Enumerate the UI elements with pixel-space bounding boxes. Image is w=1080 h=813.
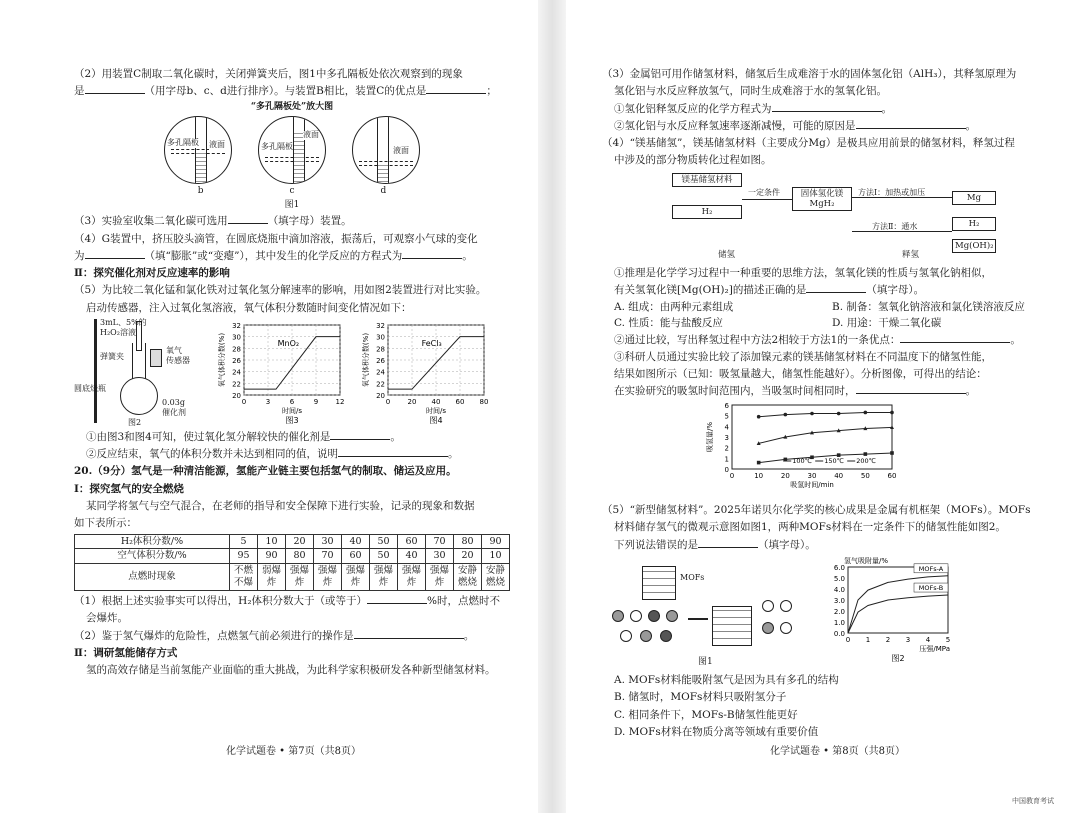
flask-neck — [132, 343, 146, 379]
answer-blank[interactable] — [85, 248, 145, 259]
absorption-chart-svg — [702, 401, 902, 497]
y-tick-label: 2.0 — [833, 607, 845, 616]
r-q4-sub-3c: 在实验研究的吸氢时间范围内，当吸氢时间相同时， 。 — [614, 385, 976, 398]
r-q4-sub-3a: ③科研人员通过实验比较了添加镍元素的镁基储氢材料在不同温度下的储氢性能， — [614, 350, 992, 363]
mgh2-box: 固体氢化镁 MgH₂ — [792, 187, 852, 211]
table-cell: 70 — [426, 534, 454, 549]
legend-label: 100℃ — [792, 456, 812, 465]
data-point — [810, 411, 814, 415]
y-tick-label: 26 — [232, 356, 241, 365]
x-tick-label: 40 — [834, 471, 844, 480]
fig2-caption: 图2 — [128, 417, 142, 427]
table-cell: 90 — [482, 534, 510, 549]
store-label: 储氢 — [718, 249, 736, 260]
x-tick-label: 9 — [313, 397, 319, 406]
mofs-figure-2 — [822, 555, 972, 670]
y-tick-label: 22 — [232, 380, 241, 389]
answer-blank[interactable] — [228, 213, 268, 224]
x-tick-label: 12 — [335, 397, 345, 406]
x-tick-label: 80 — [479, 397, 489, 406]
answer-blank[interactable] — [856, 383, 966, 394]
table-row-header: 点燃时现象 — [75, 564, 230, 591]
table-cell: 10 — [482, 549, 510, 564]
x-tick-label: 60 — [455, 397, 465, 406]
x-tick-label: 0 — [845, 635, 851, 644]
q5-text-1: （5）为比较二氧化锰和氯化铁对过氧化氢分解速率的影响，用如图2装置进行对比实验。 — [74, 284, 487, 297]
y-tick-label: 0.0 — [833, 629, 845, 638]
mofs-figures — [602, 555, 1042, 670]
table-cell: 80 — [286, 549, 314, 564]
y-tick-label: 1 — [724, 455, 729, 464]
porous-plate-label: 多孔隔板 — [167, 138, 199, 148]
table-cell: 10 — [258, 534, 286, 549]
table-cell: 80 — [454, 534, 482, 549]
y-axis-label: 吸氢量/% — [706, 421, 714, 452]
release-label: 释氢 — [902, 249, 920, 260]
r-q3-sub-1: ①氢化铝释氢反应的化学方程式为 。 — [614, 102, 892, 115]
y-tick-label: 24 — [232, 368, 241, 377]
answer-blank[interactable] — [856, 118, 966, 129]
x-tick-label: 1 — [865, 635, 871, 644]
q2-text-2: 是 （用字母b、c、d进行排序）。与装置B相比，装置C的优点是 ； — [74, 85, 497, 98]
iron-stand — [94, 319, 97, 423]
r-q4-sub-1a: ①推理是化学学习过程中一种重要的思维方法，氢氧化镁的性质与氢氧化钠相似， — [614, 266, 992, 279]
x-tick-label: 60 — [887, 471, 897, 480]
section-2-heading: Ⅱ：探究催化剂对反应速率的影响 — [74, 267, 230, 280]
mofs-label: MOFs — [680, 573, 705, 583]
q20-section-1: Ⅰ：探究氢气的安全燃烧 — [74, 482, 184, 495]
left-page — [74, 66, 510, 756]
figure-4-svg — [358, 319, 492, 427]
series-label: MOFs-A — [918, 564, 944, 573]
y-tick-label: 3.0 — [833, 596, 845, 605]
series-line — [848, 595, 948, 633]
mofs-chart-svg — [822, 555, 972, 665]
chart-annotation: MnO₂ — [277, 338, 300, 348]
q20-section-2: Ⅱ：调研氢能储存方式 — [74, 646, 178, 659]
x-axis-label: 时间/s — [425, 406, 447, 415]
page-gutter — [538, 0, 566, 813]
q3-text: （3）实验室收集二氧化碳可选用 （填字母）装置。 — [74, 215, 352, 228]
magnified-view-c — [258, 116, 326, 184]
table-cell: 50 — [370, 549, 398, 564]
option-c: C. 性质：能与盐酸反应 — [614, 317, 723, 330]
q20-sub-1: （1）根据上述实验事实可以得出，H₂体积分数大于（或等于） %时，点燃时不 — [74, 595, 501, 608]
answer-blank[interactable] — [900, 332, 1010, 343]
answer-blank[interactable] — [85, 83, 145, 94]
figure-3-svg — [214, 319, 348, 427]
y-tick-label: 24 — [376, 368, 385, 377]
table-cell: 20 — [286, 534, 314, 549]
table-cell: 强爆炸 — [370, 564, 398, 591]
table-cell: 50 — [370, 534, 398, 549]
method-2-label: 方法Ⅱ：通水 — [872, 221, 918, 231]
x-tick-label: 6 — [289, 397, 295, 406]
method-1-label: 方法Ⅰ：加热或加压 — [858, 187, 926, 197]
table-cell: 强爆炸 — [426, 564, 454, 591]
option-b: B. 制备：氢氧化钠溶液和氯化镁溶液反应 — [832, 301, 1025, 314]
x-tick-label: 20 — [780, 471, 790, 480]
x-tick-label: 5 — [945, 635, 951, 644]
liquid-level-label: 液面 — [209, 140, 225, 150]
q2-text-1: （2）用装置C制取二氧化碳时，关闭弹簧夹后，图1中多孔隔板处依次观察到的现象 — [74, 68, 463, 80]
table-cell: 95 — [230, 549, 258, 564]
right-page — [602, 66, 1042, 756]
r-q4-text-1: （4）“镁基储氢”，镁基储氢材料（主要成分Mg）是极具应用前景的储氢材料，释氢过程 — [602, 137, 1015, 150]
chart-caption: 图4 — [429, 415, 443, 425]
table-row-header: 空气体积分数/% — [75, 549, 230, 564]
x-tick-label: 0 — [241, 397, 247, 406]
fig1-caption: 图1 — [284, 200, 300, 211]
q20-intro-1: 某同学将氢气与空气混合，在老师的指导和安全保障下进行实验，记录的现象和数据 — [86, 500, 475, 512]
x-tick-label: 4 — [925, 635, 931, 644]
data-point — [757, 415, 761, 419]
y-axis-label: 氧气体积分数(%) — [362, 332, 370, 387]
fig1-letters: b c d — [197, 186, 387, 197]
table-cell: 安静燃烧 — [454, 564, 482, 591]
y-tick-label: 2 — [724, 444, 729, 453]
mofs-option-b: B. 储氢时，MOFs材料只吸附氢分子 — [614, 691, 787, 704]
answer-blank[interactable] — [354, 628, 464, 639]
y-tick-label: 28 — [232, 345, 241, 354]
q20-paragraph: 氢的高效存储是当前氢能产业面临的重大挑战，为此科学家积极研发各种新型储氢材料。 — [86, 664, 496, 677]
figure-4-chart — [358, 319, 492, 427]
table-row — [75, 534, 510, 549]
data-point — [890, 451, 894, 455]
y-tick-label: 4 — [724, 423, 729, 432]
y-tick-label: 20 — [376, 391, 385, 400]
mofs-option-a: A. MOFs材料能吸附氢气是因为具有多孔的结构 — [614, 674, 839, 687]
liquid-level-label: 液面 — [393, 146, 409, 156]
mofs-cube-filled — [712, 606, 752, 646]
oxygen-sensor — [150, 349, 162, 367]
r-q4-sub-1b: 有关氢氧化镁[Mg(OH)₂]的描述正确的是 （填字母）。 — [614, 283, 925, 296]
series-line — [759, 412, 892, 416]
mgoh2-options — [602, 299, 1042, 332]
answer-blank[interactable] — [338, 446, 448, 457]
q20-intro-2: 如下表所示： — [74, 517, 137, 530]
mofs-figure-1 — [602, 560, 812, 670]
table-cell: 90 — [258, 549, 286, 564]
x-tick-label: 2 — [885, 635, 891, 644]
r-q4-sub-2: ②通过比较，写出释氢过程中方法2相较于方法1的一条优点： 。 — [614, 333, 1021, 346]
y-tick-label: 32 — [232, 321, 241, 330]
arrow-icon — [688, 618, 708, 628]
chart-caption: 图2 — [891, 653, 905, 663]
y-tick-label: 20 — [232, 391, 241, 400]
magnified-view-d — [352, 116, 420, 184]
q5-text-2: 启动传感器，注入过氧化氢溶液，氧气体积分数随时间变化情况如下： — [86, 301, 412, 314]
r-q3-sub-2: ②氢化铝与水反应释氢速率逐渐减慢，可能的原因是 。 — [614, 119, 976, 132]
q20-sub-1-cont: 会爆炸。 — [86, 612, 128, 625]
answer-blank[interactable] — [367, 593, 427, 604]
y-tick-label: 4.0 — [833, 585, 845, 594]
x-tick-label: 3 — [265, 397, 271, 406]
magnified-view-b — [164, 116, 232, 184]
q20-sub-2: （2）鉴于氢气爆炸的危险性，点燃氢气前必须进行的操作是 。 — [74, 629, 475, 642]
y-tick-label: 30 — [232, 333, 241, 342]
porous-plate-label: 多孔隔板 — [261, 142, 293, 152]
q5-sub-2: ②反应结束，氧气的体积分数并未达到相同的值，说明 。 — [86, 448, 459, 461]
data-point — [757, 461, 761, 465]
x-tick-label: 40 — [431, 397, 441, 406]
footer-page-8: 化学试题卷 • 第8页（共8页） — [770, 746, 905, 757]
q4-text-2: 为 （填“膨胀”或“变瘪”），其中发生的化学反应的方程式为 。 — [74, 249, 473, 262]
condition-label: 一定条件 — [748, 187, 780, 197]
answer-blank[interactable] — [402, 248, 462, 259]
answer-blank[interactable] — [330, 429, 390, 440]
q20-title: 20.（9分）氢气是一种清洁能源，氢能产业链主要包括氢气的制取、储运及应用。 — [74, 465, 457, 478]
table-cell: 强爆炸 — [314, 564, 342, 591]
table-cell: 不燃不爆 — [230, 564, 258, 591]
hydrogen-data-table — [74, 534, 510, 592]
y-tick-label: 6 — [724, 401, 729, 410]
y-tick-label: 5 — [724, 412, 729, 421]
mg-flow-diagram — [602, 171, 1042, 263]
r-q3-text-1: （3）金属铝可用作储氢材料，储氢后生成难溶于水的固体氢化铝（AlH₃），其释氢原理为 — [602, 68, 1017, 80]
table-cell: 60 — [342, 549, 370, 564]
x-axis-label: 时间/s — [281, 406, 303, 415]
x-tick-label: 10 — [754, 471, 764, 480]
table-cell: 弱爆炸 — [258, 564, 286, 591]
mg-material-box: 镁基储氢材料 — [672, 173, 742, 187]
y-tick-label: 26 — [376, 356, 385, 365]
table-row-header: H₂体积分数/% — [75, 534, 230, 549]
table-cell: 70 — [314, 549, 342, 564]
x-tick-label: 3 — [905, 635, 911, 644]
legend-label: 200℃ — [856, 456, 876, 465]
y-axis-label: 氢气吸附量/% — [844, 556, 889, 565]
x-tick-label: 20 — [407, 397, 417, 406]
x-tick-label: 0 — [385, 397, 391, 406]
r-q5-text-2: 材料储存氢气的微观示意图如图1，两种MOFs材料在一定条件下的储氢性能如图2。 — [614, 521, 1006, 534]
table-cell: 强爆炸 — [398, 564, 426, 591]
mofs-option-c: C. 相同条件下，MOFs-B储氢性能更好 — [614, 708, 798, 721]
table-cell: 5 — [230, 534, 258, 549]
mofs-fig1-caption: 图1 — [698, 657, 713, 668]
table-cell: 40 — [342, 534, 370, 549]
x-axis-label: 压强/MPa — [919, 644, 950, 653]
answer-blank[interactable] — [698, 537, 758, 548]
r-q5-text-3: 下列说法错误的是 （填字母）。 — [614, 538, 816, 551]
series-line — [759, 427, 892, 443]
table-cell: 60 — [398, 534, 426, 549]
r-q4-text-2: 中涉及的部分物质转化过程如图。 — [614, 154, 772, 167]
r-q3-text-2: 氢化铝与水反应释放氢气，同时生成难溶于水的氢氧化铝。 — [614, 85, 887, 98]
y-tick-label: 5.0 — [833, 574, 845, 583]
data-point — [837, 411, 841, 415]
y-tick-label: 30 — [376, 333, 385, 342]
y-axis-label: 氧气体积分数(%) — [218, 332, 226, 387]
option-a: A. 组成：由两种元素组成 — [614, 301, 734, 314]
table-row — [75, 549, 510, 564]
q4-text-1: （4）G装置中，挤压胶头滴管，在圆底烧瓶中滴加溶液，振荡后，可观察小气球的变化 — [74, 232, 478, 245]
y-tick-label: 1.0 — [833, 618, 845, 627]
watermark: 中国教育考试 — [1012, 797, 1054, 806]
mgoh2-output-box: Mg(OH)₂ — [952, 239, 996, 253]
round-bottom-flask — [120, 377, 158, 415]
table-cell: 40 — [398, 549, 426, 564]
r-q5-text-1: （5）“新型储氢材料”。2025年诺贝尔化学奖的核心成果是金属有机框架（MOFs）。MOFs — [602, 503, 1031, 516]
absorption-chart — [702, 401, 1042, 502]
y-tick-label: 0 — [724, 465, 729, 474]
table-cell: 强爆炸 — [342, 564, 370, 591]
mg-output-box: Mg — [952, 191, 996, 205]
answer-blank[interactable] — [806, 282, 866, 293]
answer-blank[interactable] — [772, 101, 882, 112]
table-cell: 强爆炸 — [286, 564, 314, 591]
r-q4-sub-3b: 结果如图所示（已知：吸氢量越大，储氢性能越好）。分析图像，可得出的结论： — [614, 368, 987, 381]
table-cell: 20 — [454, 549, 482, 564]
data-point — [784, 413, 788, 417]
mofs-cube — [642, 566, 676, 600]
figure-3-chart — [214, 319, 348, 427]
mofs-options — [602, 672, 1042, 740]
x-axis-label: 吸氢时间/min — [790, 480, 834, 489]
option-d: D. 用途：干燥二氧化碳 — [832, 317, 942, 330]
y-tick-label: 22 — [376, 380, 385, 389]
legend-label: 150℃ — [824, 456, 844, 465]
h2-output-box: H₂ — [952, 217, 996, 231]
data-point — [864, 410, 868, 414]
chart-annotation: FeCl₃ — [421, 338, 442, 348]
data-point — [890, 410, 894, 414]
table-cell: 安静燃烧 — [482, 564, 510, 591]
fig1-title: “多孔隔板处”放大图 — [250, 101, 334, 112]
chart-caption: 图3 — [285, 415, 299, 425]
data-point — [864, 452, 868, 456]
y-tick-label: 3 — [724, 433, 729, 442]
x-tick-label: 50 — [860, 471, 870, 480]
footer-page-7: 化学试题卷 • 第7页（共8页） — [226, 746, 361, 757]
liquid-level-label: 液面 — [303, 130, 319, 140]
h2-input-box: H₂ — [672, 205, 742, 219]
table-cell: 30 — [426, 549, 454, 564]
figure-1 — [74, 116, 510, 184]
mofs-option-d: D. MOFs材料在物质分离等领域有重要价值 — [614, 725, 819, 738]
figures-2-3-4 — [74, 319, 510, 427]
q5-sub-1: ①由图3和图4可知，使过氧化氢分解较快的催化剂是 。 — [86, 430, 401, 443]
figure-2-apparatus: 3mL、5%的 H₂O₂溶液 弹簧夹 氧气 传感器 圆底烧瓶 0.03g 催化剂 图2 — [74, 317, 190, 427]
table-row — [75, 564, 510, 591]
x-tick-label: 30 — [807, 471, 817, 480]
y-tick-label: 6.0 — [833, 563, 845, 572]
answer-blank[interactable] — [426, 83, 486, 94]
table-cell: 30 — [314, 534, 342, 549]
y-tick-label: 28 — [376, 345, 385, 354]
y-tick-label: 32 — [376, 321, 385, 330]
x-tick-label: 0 — [729, 471, 735, 480]
series-label: MOFs-B — [918, 583, 944, 592]
